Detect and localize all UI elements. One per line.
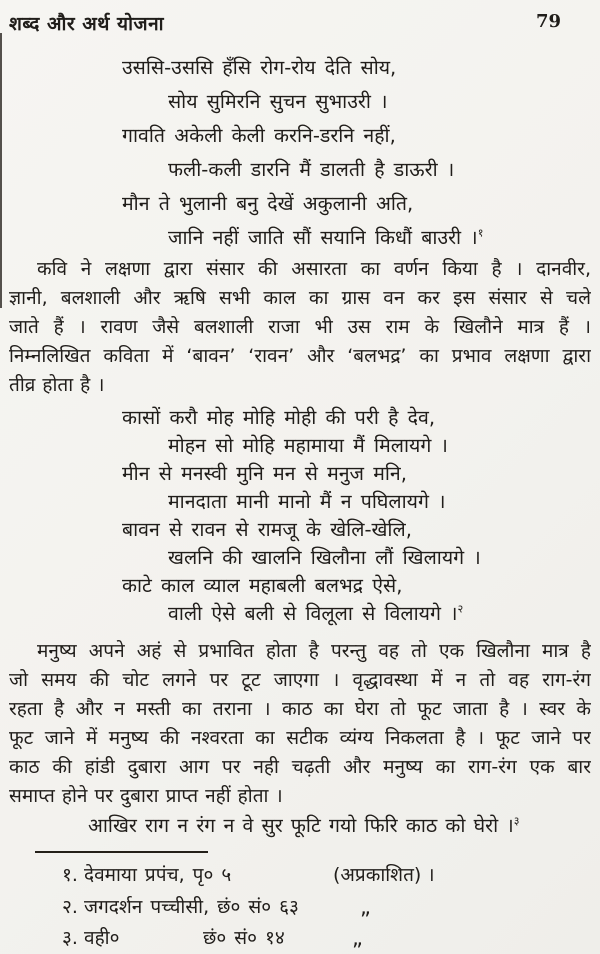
paragraph-line: रहता है और न मस्ती का तराना । काठ का घेरा तो फूट जाता है । स्वर के (9, 698, 591, 720)
verse-line (168, 544, 600, 572)
ditto-mark: „ (360, 895, 371, 919)
paragraph-line: ज्ञानी, बलशाली और ऋषि सभी काल का ग्रास वन कर इस संसार से चले (9, 287, 591, 309)
verse-line-text: मीन से मनस्वी मुनि मन से मनुज मनि, (122, 462, 407, 485)
verse-line-text: वाली ऐसे बली से विलूला से विलायगे । (168, 602, 458, 625)
footnote-text: देवमाया प्रपंच, पृ० ५ (84, 864, 232, 886)
closing-quote-line (88, 811, 520, 838)
verse-line (122, 404, 600, 432)
footnote-divider (35, 851, 208, 853)
footnote-1 (0, 861, 600, 891)
paragraph-2 (9, 637, 591, 811)
verse-line (168, 488, 600, 516)
footnote-text: जगदर्शन पच्चीसी, छं० सं० ६३ (84, 896, 299, 918)
verse-line (168, 600, 600, 628)
paragraph-line: काठ की हांडी दुबारा आग पर नही चढ़ती और मनुष्य का राग-रंग एक बार (9, 756, 591, 778)
verse-line-text: गावति अकेली केली करनि-डरनि नहीं, (122, 124, 396, 147)
footnote-number: ३. (62, 927, 78, 949)
verse-line (122, 516, 600, 544)
verse-line (168, 154, 600, 188)
verse-line (168, 86, 600, 120)
verse-line-text: मौन ते भुलानी बनु देखें अकुलानी अति, (122, 192, 414, 215)
footnote-2 (0, 893, 600, 923)
paragraph-line: मनुष्य अपने अहं से प्रभावित होता है परन्तु वह तो एक खिलौना मात्र है (37, 640, 591, 662)
paragraph-line: समाप्त होने पर दुबारा प्राप्त नहीं होता । (9, 785, 283, 807)
verse-line-text: मोहन सो मोहि महामाया मैं मिलायगे । (168, 434, 448, 457)
verse-line-text: बावन से रावन से रामजू के खेलि-खेलि, (122, 518, 412, 541)
paragraph-line: जो समय की चोट लगने पर टूट जाएगा । वृद्धावस्था में न तो वह राग-रंग (9, 669, 591, 691)
verse-line-text: फली-कली डारनि मैं डालती है डाऊरी । (168, 158, 455, 181)
footnote-number: २. (62, 896, 78, 918)
footnote-note: (अप्रकाशित) । (333, 864, 435, 886)
page-number: 79 (536, 11, 562, 32)
paragraph-line: फूट जाने में मनुष्य की नश्वरता का सटीक व्यंग्य निकलता है । फूट जाने पर (9, 727, 591, 749)
verse-line (122, 572, 600, 600)
quote-text: आखिर राग न रंग न वे सुर फूटि गयो फिरि काठ को घेरो । (88, 814, 514, 837)
verse-line (122, 120, 600, 154)
footnote-ref: २ (457, 602, 464, 616)
verse-line-text: काटे काल व्याल महाबली बलभद्र ऐसे, (122, 574, 403, 597)
footnote-ref: ३ (513, 814, 520, 828)
footnote-3 (0, 924, 600, 954)
footnote-reference: छं० सं० १४ (203, 927, 285, 949)
paragraph-line: कवि ने लक्षणा द्वारा संसार की असारता का वर्णन किया है । दानवीर, (37, 258, 591, 280)
verse-line-text: सोय सुमिरनि सुचन सुभाउरी । (168, 90, 388, 113)
verse-line (168, 222, 600, 256)
verse-block-1 (0, 52, 600, 256)
footnote-text: वही० (84, 927, 120, 949)
paragraph-1 (9, 255, 591, 400)
paragraph-line: निम्नलिखित कविता में ‘बावन’ ‘रावन’ और ‘बलभद्र’ का प्रभाव लक्षणा द्वारा (9, 345, 591, 367)
verse-line (168, 432, 600, 460)
paragraph-line: जाते हैं । रावण जैसे बलशाली राजा भी उस राम के खिलौने मात्र हैं । (9, 316, 591, 338)
paragraph-line: तीव्र होता है । (9, 374, 105, 396)
verse-block-2 (0, 404, 600, 628)
footnote-ref: १ (477, 226, 484, 240)
verse-line (122, 460, 600, 488)
verse-line-text: उससि-उससि हँसि रोग-रोय देति सोय, (122, 56, 397, 79)
ditto-mark: „ (352, 926, 363, 950)
footnote-number: १. (62, 864, 78, 886)
verse-line-text: जानि नहीं जाति सौं सयानि किधौं बाउरी । (168, 226, 478, 249)
verse-line-text: मानदाता मानी मानो मैं न पघिलायगे । (168, 490, 446, 513)
verse-line-text: खलनि की खालनि खिलौना लौं खिलायगे । (168, 546, 481, 569)
verse-line (122, 188, 600, 222)
verse-line (122, 52, 600, 86)
verse-line-text: कासों करौ मोह मोहि मोही की परी है देव, (122, 406, 436, 429)
running-header-title: शब्द और अर्थ योजना (9, 13, 165, 35)
